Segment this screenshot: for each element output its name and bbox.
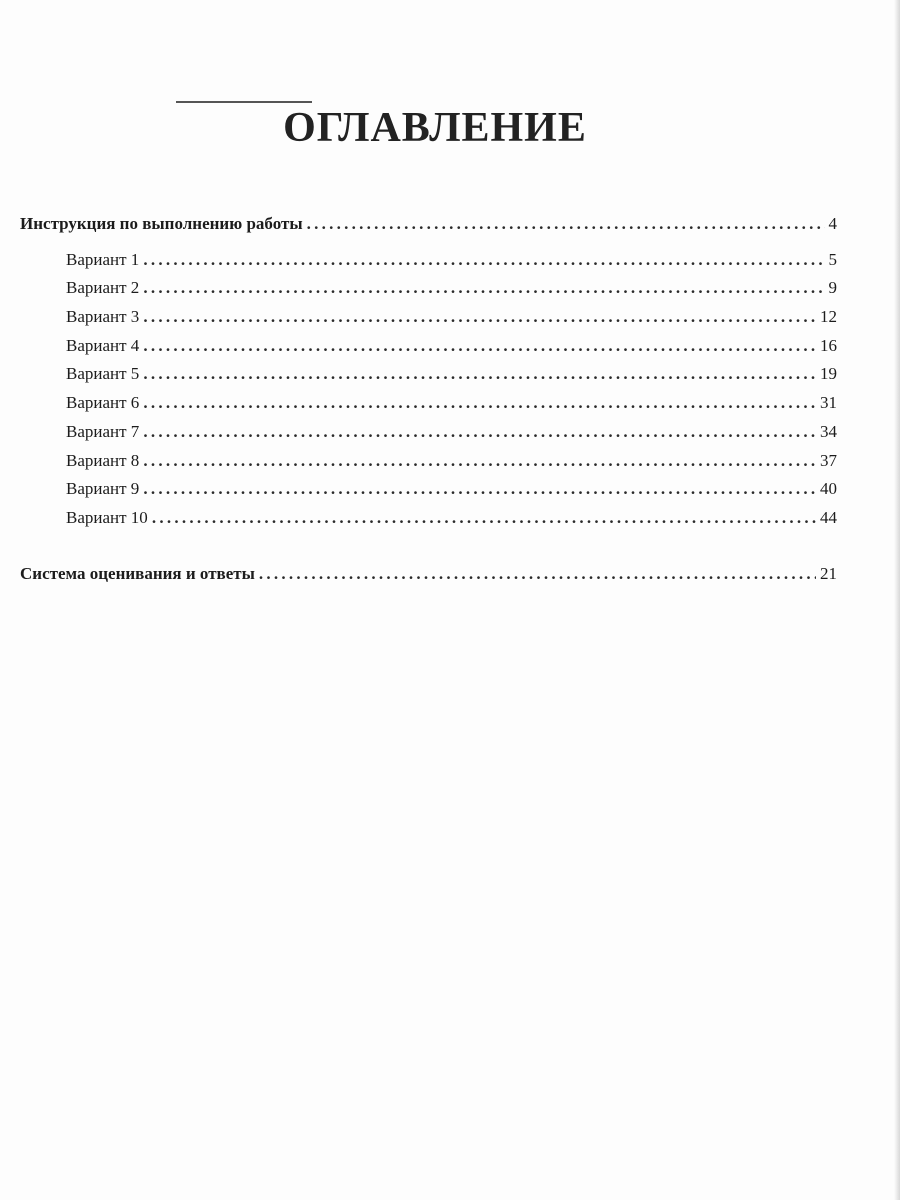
dot-leader: [143, 418, 816, 447]
toc-entry-page: 40: [820, 479, 837, 499]
toc-entry-label: Вариант 2: [66, 278, 140, 298]
page-title: ОГЛАВЛЕНИЕ: [283, 105, 587, 151]
toc-entry-variant-8: [20, 447, 837, 476]
toc-entry-page: 4: [828, 214, 837, 233]
toc-entry-label: Вариант 1: [66, 249, 140, 269]
toc-entry-page: 12: [820, 307, 837, 327]
toc-entry-page: 31: [820, 393, 837, 413]
dot-leader: [143, 274, 824, 303]
dot-leader: [143, 389, 816, 418]
toc-entry-label: Вариант 8: [66, 450, 140, 470]
toc-entry-page: 21: [820, 563, 837, 583]
toc-entry-page: 9: [828, 278, 837, 298]
table-of-contents: [20, 210, 837, 588]
dot-leader: [143, 303, 816, 332]
toc-entry-variant-10: [20, 504, 837, 533]
dot-leader: [307, 210, 825, 239]
toc-entry-grading: [20, 560, 837, 589]
toc-entry-page: 19: [820, 364, 837, 384]
dot-leader: [143, 475, 816, 504]
dot-leader: [143, 332, 816, 361]
toc-entry-variant-9: [20, 475, 837, 504]
toc-entry-variant-3: [20, 303, 837, 332]
toc-entry-instructions: [20, 210, 837, 239]
header-rule: [176, 101, 312, 103]
toc-entry-variant-5: [20, 360, 837, 389]
toc-entry-page: 37: [820, 450, 837, 470]
toc-entry-variant-1: [20, 246, 837, 275]
toc-entry-page: 34: [820, 421, 837, 441]
toc-entry-label: Вариант 5: [66, 364, 140, 384]
toc-entry-label: Вариант 3: [66, 307, 140, 327]
toc-entry-label: Система оценивания и ответы: [20, 563, 255, 583]
dot-leader: [143, 360, 816, 389]
toc-entry-label: Вариант 10: [66, 507, 148, 527]
toc-entry-variant-7: [20, 418, 837, 447]
toc-entry-label: Вариант 7: [66, 421, 140, 441]
dot-leader: [143, 447, 816, 476]
toc-entry-label: Вариант 4: [66, 335, 140, 355]
toc-entry-label: Вариант 9: [66, 479, 140, 499]
page-edge-shadow: [894, 0, 900, 1200]
toc-entry-variant-6: [20, 389, 837, 418]
toc-entry-page: 44: [820, 507, 837, 527]
toc-entry-page: 16: [820, 335, 837, 355]
toc-entry-label: Вариант 6: [66, 393, 140, 413]
dot-leader: [259, 560, 816, 589]
toc-entry-page: 5: [828, 249, 837, 269]
toc-entry-variant-2: [20, 274, 837, 303]
dot-leader: [152, 504, 816, 533]
dot-leader: [143, 246, 824, 275]
toc-entry-variant-4: [20, 332, 837, 361]
toc-entry-label: Инструкция по выполнению работы: [20, 214, 303, 233]
